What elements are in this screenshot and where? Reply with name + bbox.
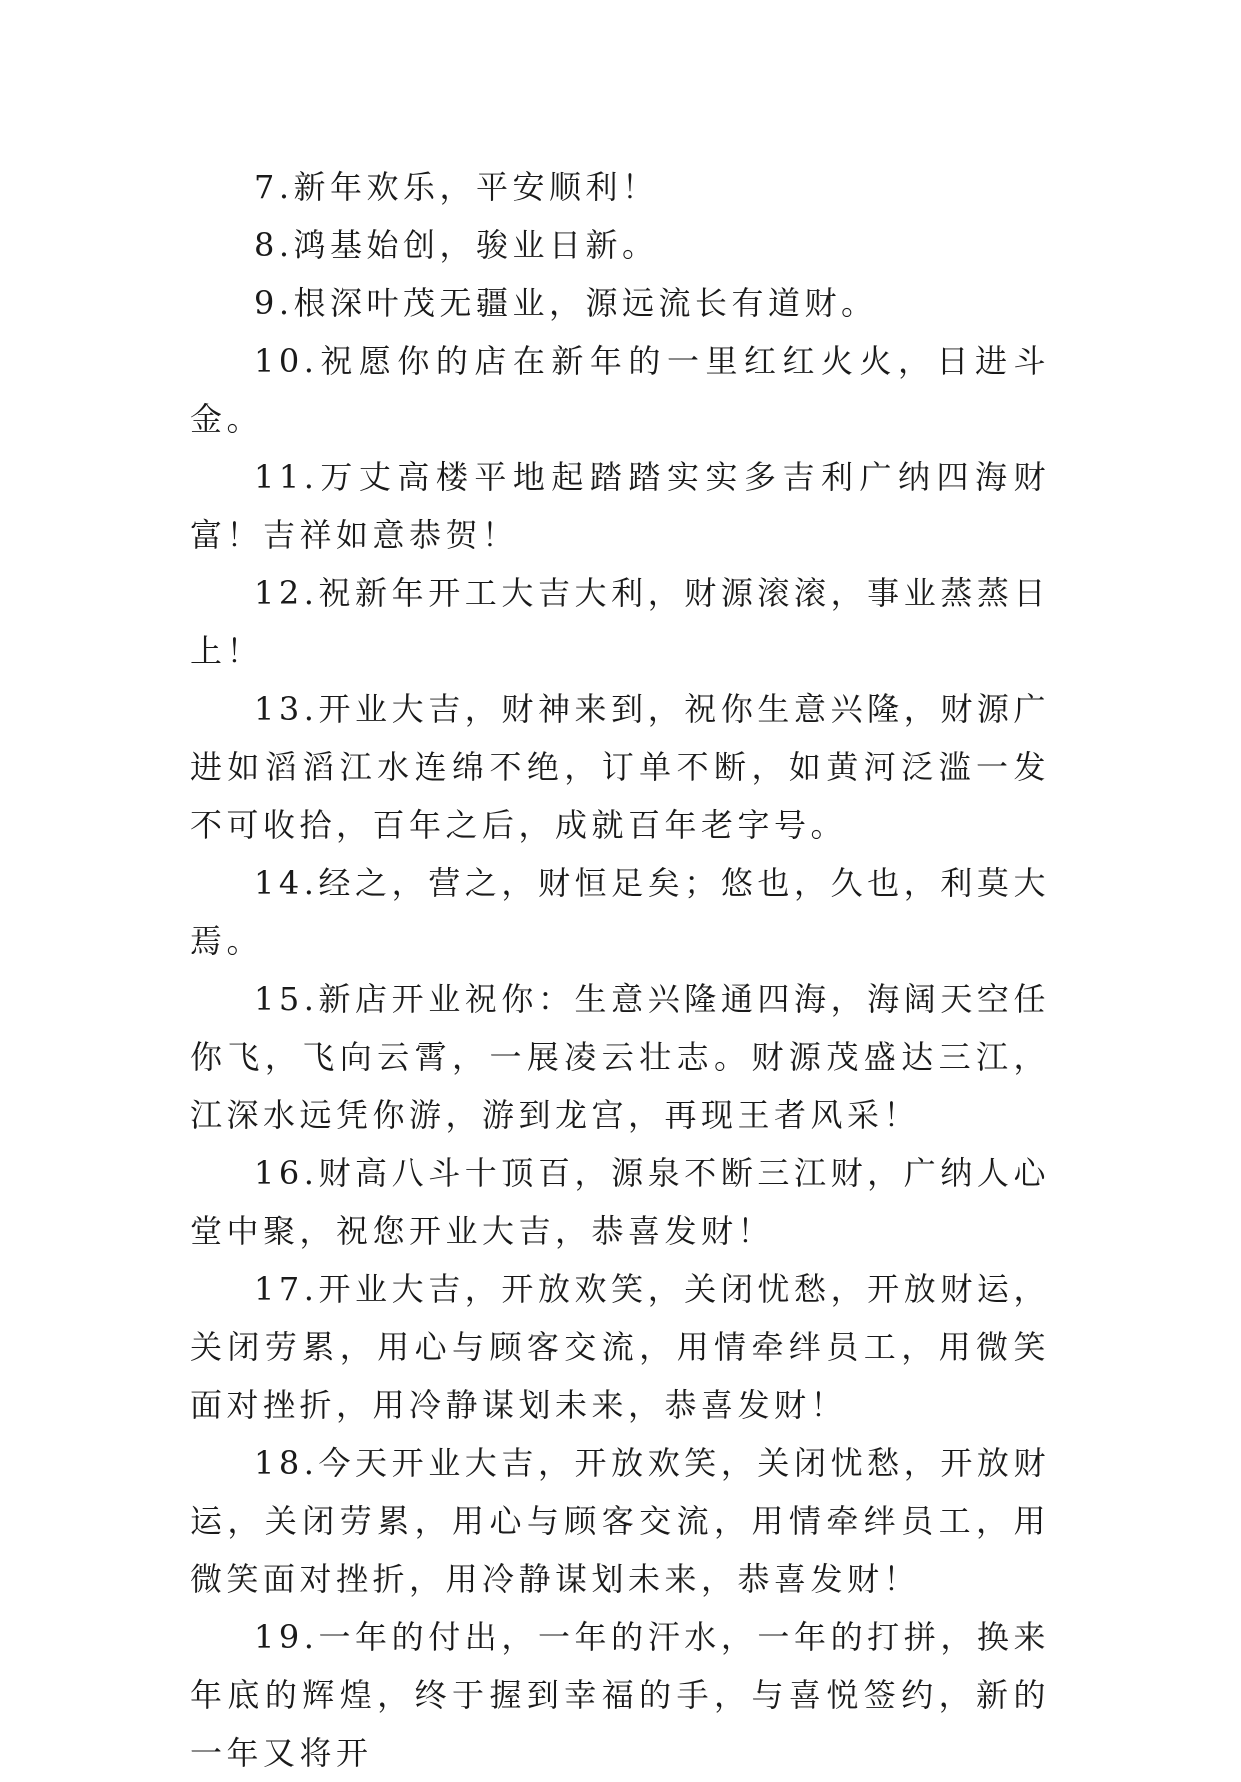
paragraph-19: 19.一年的付出，一年的汗水，一年的打拼，换来年底的辉煌，终于握到幸福的手，与喜悦签约，新的一年又将开 — [190, 1618, 1050, 1772]
paragraph-12: 12.祝新年开工大吉大利，财源滚滚，事业蒸蒸日上！ — [190, 574, 1050, 670]
paragraph-18: 18.今天开业大吉，开放欢笑，关闭忧愁，开放财运，关闭劳累，用心与顾客交流，用情牵绊员工，用微笑面对挫折，用冷静谋划未来，恭喜发财！ — [190, 1444, 1050, 1598]
paragraph-7: 7.新年欢乐，平安顺利！ — [254, 168, 659, 206]
paragraph-13: 13.开业大吉，财神来到，祝你生意兴隆，财源广进如滔滔江水连绵不绝，订单不断，如黄河泛滥一发不可收拾，百年之后，成就百年老字号。 — [190, 690, 1050, 844]
paragraph-10: 10.祝愿你的店在新年的一里红红火火，日进斗金。 — [190, 342, 1050, 438]
paragraph-15: 15.新店开业祝你：生意兴隆通四海，海阔天空任你飞，飞向云霄，一展凌云壮志。财源茂盛达三江，江深水远凭你游，游到龙宫，再现王者风采！ — [190, 980, 1050, 1134]
paragraph-11: 11.万丈高楼平地起踏踏实实多吉利广纳四海财富！吉祥如意恭贺！ — [190, 458, 1050, 554]
paragraph-8: 8.鸿基始创，骏业日新。 — [254, 226, 659, 264]
paragraph-9: 9.根深叶茂无疆业，源远流长有道财。 — [254, 284, 878, 322]
document-body — [190, 158, 1050, 1782]
paragraph-17: 17.开业大吉，开放欢笑，关闭忧愁，开放财运，关闭劳累，用心与顾客交流，用情牵绊员工，用微笑面对挫折，用冷静谋划未来，恭喜发财！ — [190, 1270, 1050, 1424]
paragraph-16: 16.财高八斗十顶百，源泉不断三江财，广纳人心堂中聚，祝您开业大吉，恭喜发财！ — [190, 1154, 1050, 1250]
paragraph-14: 14.经之，营之，财恒足矣；悠也，久也，利莫大焉。 — [190, 864, 1050, 960]
